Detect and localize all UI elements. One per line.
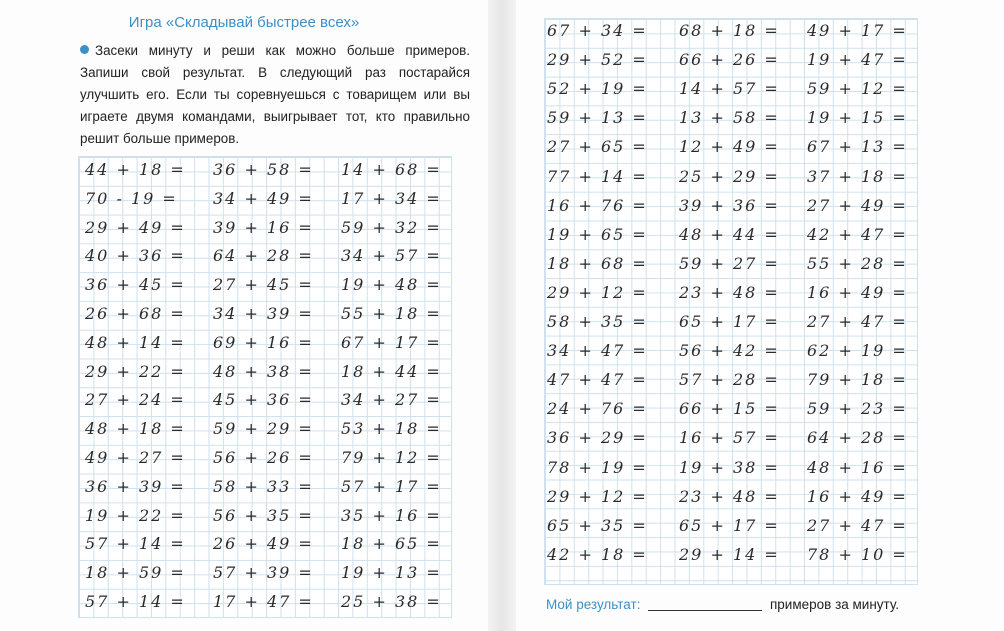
exercise[interactable]: 59 + 32 = xyxy=(341,217,442,237)
exercise[interactable]: 65 + 35 = xyxy=(547,515,648,535)
right-exercise-grid xyxy=(544,18,918,585)
exercise[interactable]: 12 + 49 = xyxy=(679,137,780,157)
exercise[interactable]: 56 + 42 = xyxy=(679,341,780,361)
exercise[interactable]: 23 + 48 = xyxy=(679,486,780,506)
exercise[interactable]: 14 + 57 = xyxy=(679,79,780,99)
exercise[interactable]: 59 + 13 = xyxy=(547,108,648,128)
exercise[interactable]: 29 + 14 = xyxy=(679,544,780,564)
exercise[interactable]: 19 + 48 = xyxy=(341,275,442,295)
exercise[interactable]: 16 + 49 = xyxy=(807,486,908,506)
bullet-icon xyxy=(80,45,89,54)
exercise[interactable]: 29 + 12 = xyxy=(547,486,648,506)
exercise[interactable]: 17 + 47 = xyxy=(213,592,314,611)
exercise[interactable]: 48 + 18 = xyxy=(85,419,186,439)
exercise[interactable]: 67 + 13 = xyxy=(807,137,908,157)
exercise[interactable]: 55 + 28 = xyxy=(807,253,908,273)
exercise[interactable]: 19 + 47 = xyxy=(807,50,908,70)
exercise[interactable]: 16 + 49 = xyxy=(807,282,908,302)
exercise[interactable]: 59 + 23 = xyxy=(807,399,908,419)
exercise[interactable]: 57 + 28 = xyxy=(679,370,780,390)
exercise[interactable]: 34 + 49 = xyxy=(213,188,314,208)
exercise[interactable]: 66 + 15 = xyxy=(679,399,780,419)
exercise[interactable]: 34 + 27 = xyxy=(341,390,442,410)
exercise[interactable]: 56 + 35 = xyxy=(213,505,314,525)
exercise[interactable]: 37 + 18 = xyxy=(807,166,908,186)
exercise[interactable]: 27 + 65 = xyxy=(547,137,648,157)
exercise[interactable]: 19 + 15 = xyxy=(807,108,908,128)
exercise[interactable]: 18 + 44 = xyxy=(341,361,442,381)
exercise[interactable]: 36 + 45 = xyxy=(85,275,186,295)
exercise[interactable]: 29 + 52 = xyxy=(547,50,648,70)
exercise[interactable]: 18 + 59 = xyxy=(85,563,186,583)
exercise[interactable]: 79 + 18 = xyxy=(807,370,908,390)
exercise[interactable]: 44 + 18 = xyxy=(85,160,186,179)
exercise[interactable]: 57 + 17 = xyxy=(341,476,442,496)
exercise[interactable]: 69 + 16 = xyxy=(213,332,314,352)
exercise[interactable]: 68 + 18 = xyxy=(679,21,780,40)
result-label: Мой результат: xyxy=(546,597,641,612)
exercise[interactable]: 36 + 58 = xyxy=(213,160,314,179)
exercise[interactable]: 36 + 39 = xyxy=(85,476,186,496)
exercise[interactable]: 79 + 12 = xyxy=(341,448,442,467)
exercise[interactable]: 19 + 38 = xyxy=(679,457,780,477)
exercise[interactable]: 25 + 29 = xyxy=(679,166,780,186)
exercise[interactable]: 42 + 18 = xyxy=(547,544,648,564)
exercise[interactable]: 13 + 58 = xyxy=(679,108,780,128)
exercise[interactable]: 25 + 38 = xyxy=(341,592,442,611)
exercise[interactable]: 53 + 18 = xyxy=(341,419,442,439)
exercise[interactable]: 26 + 49 = xyxy=(213,534,314,554)
exercise[interactable]: 47 + 47 = xyxy=(547,370,648,390)
exercise[interactable]: 34 + 57 = xyxy=(341,246,442,266)
exercise[interactable]: 48 + 16 = xyxy=(807,457,908,477)
exercise[interactable]: 58 + 33 = xyxy=(213,476,314,496)
exercise[interactable]: 27 + 45 = xyxy=(213,275,314,295)
exercise[interactable]: 39 + 16 = xyxy=(213,217,314,237)
book-gutter xyxy=(488,0,516,631)
exercise[interactable]: 67 + 17 = xyxy=(341,332,442,352)
exercise[interactable]: 64 + 28 = xyxy=(213,246,314,266)
exercise[interactable]: 16 + 76 = xyxy=(547,195,648,215)
exercise[interactable]: 45 + 36 = xyxy=(213,390,314,410)
exercise[interactable]: 65 + 17 = xyxy=(679,515,780,535)
exercise[interactable]: 29 + 49 = xyxy=(85,217,186,237)
exercise[interactable]: 58 + 35 = xyxy=(547,312,648,331)
exercise[interactable]: 78 + 19 = xyxy=(547,457,648,477)
left-page xyxy=(0,0,488,631)
exercise[interactable]: 78 + 10 = xyxy=(807,544,908,564)
exercise[interactable]: 27 + 47 = xyxy=(807,515,908,535)
exercise[interactable]: 24 + 76 = xyxy=(547,399,648,419)
exercise[interactable]: 23 + 48 = xyxy=(679,282,780,302)
exercise[interactable]: 55 + 18 = xyxy=(341,304,442,323)
exercise[interactable]: 65 + 17 = xyxy=(679,312,780,331)
exercise[interactable]: 57 + 14 = xyxy=(85,534,186,554)
exercise[interactable]: 49 + 17 = xyxy=(807,21,908,40)
exercise[interactable]: 52 + 19 = xyxy=(547,79,648,99)
exercise[interactable]: 56 + 26 = xyxy=(213,448,314,467)
exercise[interactable]: 77 + 14 = xyxy=(547,166,648,186)
exercise[interactable]: 49 + 27 = xyxy=(85,448,186,467)
exercise[interactable]: 17 + 34 = xyxy=(341,188,442,208)
exercise[interactable]: 39 + 36 = xyxy=(679,195,780,215)
exercise[interactable]: 57 + 14 = xyxy=(85,592,186,611)
exercise[interactable]: 19 + 13 = xyxy=(341,563,442,583)
exercise[interactable]: 67 + 34 = xyxy=(547,21,648,40)
exercise[interactable]: 59 + 29 = xyxy=(213,419,314,439)
game-title: Игра «Складывай быстрее всех» xyxy=(128,14,360,31)
exercise[interactable]: 59 + 27 = xyxy=(679,253,780,273)
exercise[interactable]: 29 + 12 = xyxy=(547,282,648,302)
exercise[interactable]: 34 + 47 = xyxy=(547,341,648,361)
exercise[interactable]: 57 + 39 = xyxy=(213,563,314,583)
exercise[interactable]: 26 + 68 = xyxy=(85,304,186,323)
left-exercise-grid xyxy=(78,156,452,618)
instructions xyxy=(80,40,470,150)
exercise[interactable]: 27 + 47 = xyxy=(807,312,908,331)
exercise[interactable]: 62 + 19 = xyxy=(807,341,908,361)
exercise[interactable]: 18 + 68 = xyxy=(547,253,648,273)
result-line xyxy=(546,597,899,612)
exercise[interactable]: 27 + 49 = xyxy=(807,195,908,215)
exercise[interactable]: 16 + 57 = xyxy=(679,428,780,448)
exercise[interactable]: 29 + 22 = xyxy=(85,361,186,381)
exercise[interactable]: 18 + 65 = xyxy=(341,534,442,554)
exercise[interactable]: 59 + 12 = xyxy=(807,79,908,99)
exercise[interactable]: 48 + 38 = xyxy=(213,361,314,381)
result-blank-field[interactable] xyxy=(648,598,762,611)
exercise[interactable]: 27 + 24 = xyxy=(85,390,186,410)
exercise[interactable]: 64 + 28 = xyxy=(807,428,908,448)
exercise[interactable]: 70 - 19 = xyxy=(85,188,178,208)
exercise[interactable]: 35 + 16 = xyxy=(341,505,442,525)
result-suffix: примеров за минуту. xyxy=(769,597,900,612)
exercise[interactable]: 19 + 22 = xyxy=(85,505,186,525)
exercise[interactable]: 40 + 36 = xyxy=(85,246,186,266)
exercise[interactable]: 42 + 47 = xyxy=(807,224,908,244)
exercise[interactable]: 48 + 14 = xyxy=(85,332,186,352)
exercise[interactable]: 36 + 29 = xyxy=(547,428,648,448)
exercise[interactable]: 14 + 68 = xyxy=(341,160,442,179)
right-page xyxy=(516,0,1004,631)
exercise[interactable]: 34 + 39 = xyxy=(213,304,314,323)
exercise[interactable]: 66 + 26 = xyxy=(679,50,780,70)
exercise[interactable]: 19 + 65 = xyxy=(547,224,648,244)
instructions-text: Засеки минуту и реши как можно больше примеров. Запиши свой результат. В следующий раз постарайся улучшить его. Если ты соревнуешься с товарищем или вы играете двумя командами, выигрывает тот, кто правильно решит больше примеров. xyxy=(80,43,470,146)
exercise[interactable]: 48 + 44 = xyxy=(679,224,780,244)
